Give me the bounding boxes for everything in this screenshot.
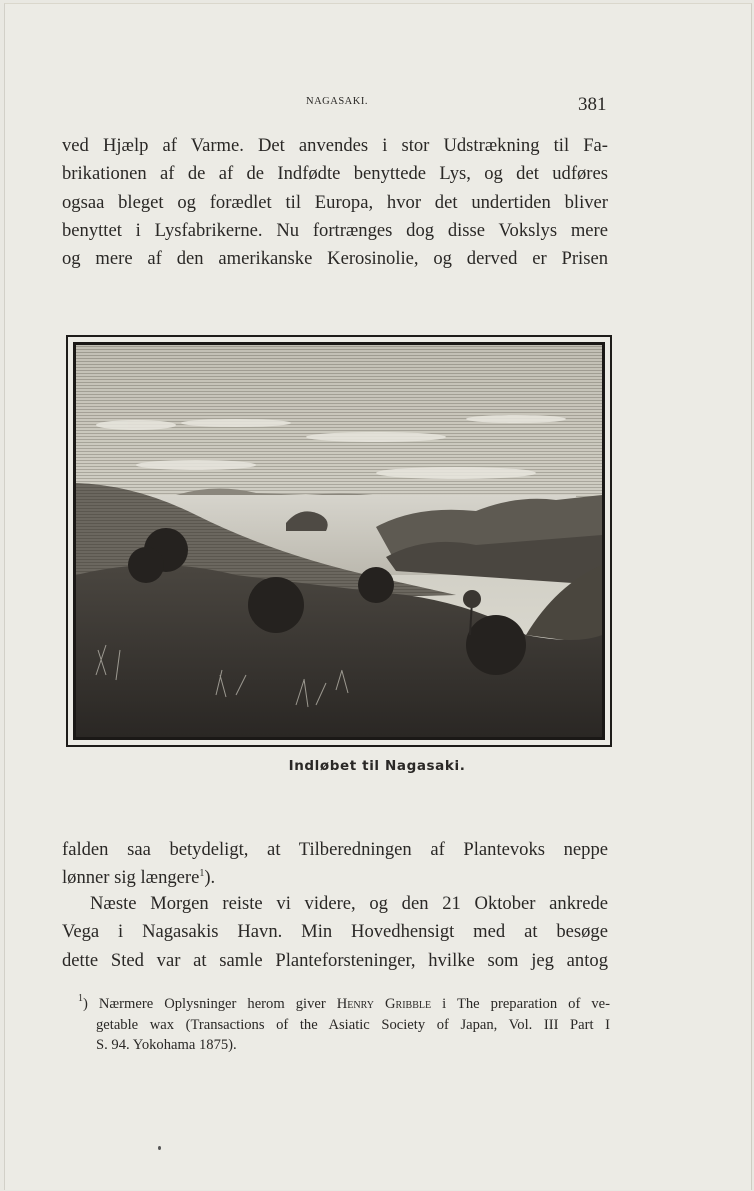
text-line: benyttet i Lysfabrikerne. Nu fortrænges dog disse Vokslys mere xyxy=(62,219,608,241)
running-head: NAGASAKI. xyxy=(306,96,368,107)
text-line: Næste Morgen reiste vi videre, og den 21 Oktober ankrede xyxy=(90,893,608,914)
paragraph-3 xyxy=(62,890,608,975)
text-line: og mere af den amerikanske Kerosinolie, og derved er Prisen xyxy=(62,248,608,270)
engraving-illustration xyxy=(66,335,612,747)
footnote-reference[interactable]: 1 xyxy=(199,868,205,880)
text-line: ved Hjælp af Varme. Det anvendes i stor Udstrækning til Fa- xyxy=(62,135,608,156)
paragraph-2 xyxy=(62,836,608,893)
text-line: brikationen af de af de Indfødte benyttede Lys, og det udføres xyxy=(62,163,608,185)
footnote-line: S. 94. Yokohama 1875). xyxy=(96,1037,237,1053)
author-name: Henry Gribble xyxy=(336,996,432,1012)
footnote xyxy=(78,994,610,1056)
engraving-frame xyxy=(73,342,605,740)
paragraph-1 xyxy=(62,132,608,273)
landscape-engraving xyxy=(76,345,602,737)
text-line: Vega i Nagasakis Havn. Min Hovedhensigt med at besøge xyxy=(62,921,608,943)
text-line: falden saa betydeligt, at Tilberedningen af Plantevoks neppe xyxy=(62,839,608,860)
footnote-line: getable wax (Transactions of the Asiatic Society of Japan, Vol. III Part I xyxy=(96,1016,610,1033)
text-line: lønner sig længere$^1$). xyxy=(62,867,216,889)
text-line: dette Sted var at samle Planteforsteninger, hvilke som jeg antog xyxy=(62,949,608,971)
footnote-marker: 1 xyxy=(78,993,83,1004)
paper-speck xyxy=(158,1146,161,1150)
text-line: ogsaa bleget og forædlet til Europa, hvor det undertiden bliver xyxy=(62,191,608,213)
footnote-line: $^1$) Nærmere Oplysninger herom giver Henry Gribble i The preparation of ve- xyxy=(78,993,610,1012)
figure-caption: Indløbet til Nagasaki. xyxy=(288,758,466,774)
page-number: 381 xyxy=(578,94,607,115)
